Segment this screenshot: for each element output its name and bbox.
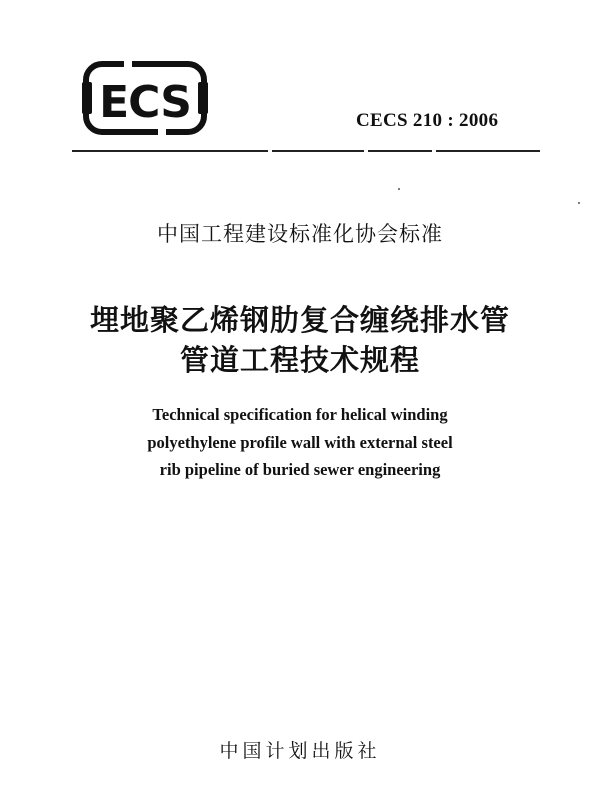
scan-speck <box>578 202 580 204</box>
association-name: 中国工程建设标准化协会标准 <box>157 222 443 246</box>
scan-speck <box>398 188 400 190</box>
title-en-line2: polyethylene profile wall with external steel <box>147 433 453 452</box>
publisher-name: 中国计划出版社 <box>219 740 381 762</box>
standard-code: CECS 210 : 2006 <box>356 110 499 131</box>
ecs-logo-icon <box>80 56 210 140</box>
header-divider <box>72 150 540 152</box>
title-cn-line2: 管道工程技术规程 <box>179 343 420 377</box>
title-en-line1: Technical specification for helical winding <box>152 405 448 424</box>
title-cn-line1: 埋地聚乙烯钢肋复合缠绕排水管 <box>89 303 510 337</box>
logo-text: ECS <box>99 77 191 128</box>
title-en-line3: rib pipeline of buried sewer engineering <box>159 460 441 479</box>
